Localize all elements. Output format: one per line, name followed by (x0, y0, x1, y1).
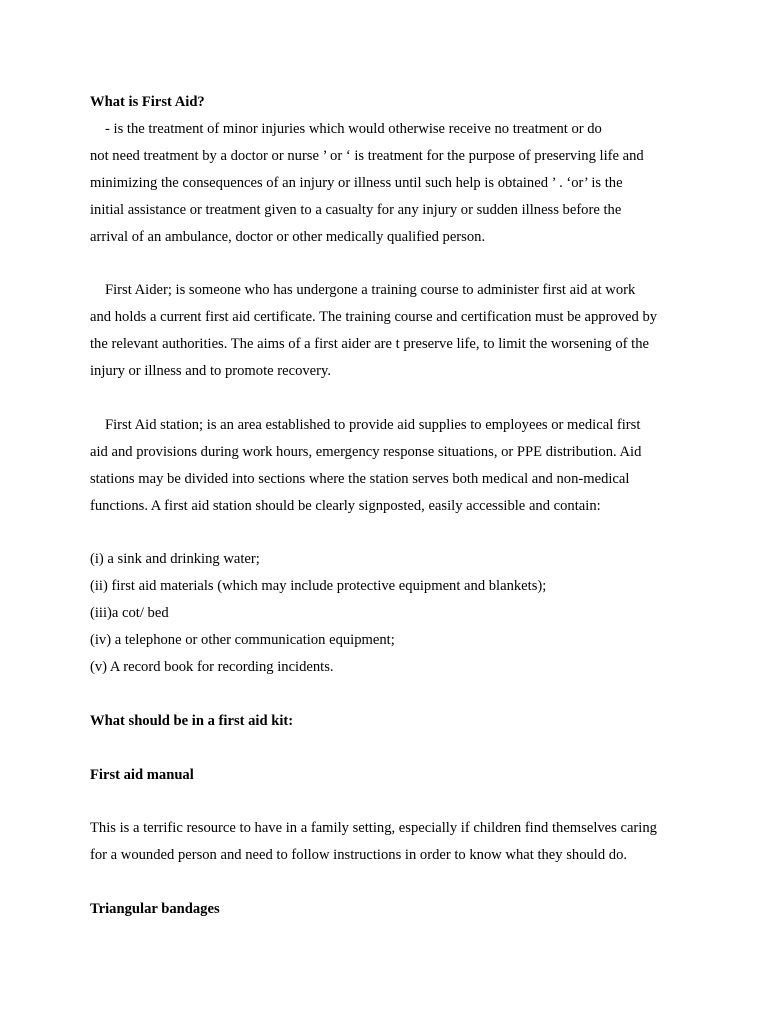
paragraph-line: - is the treatment of minor injuries which would otherwise receive no treatment or do (105, 120, 602, 137)
spacer (90, 519, 690, 546)
paragraph-line: This is a terrific resource to have in a family setting, especially if children find themselves caring (90, 820, 657, 837)
paragraph-line: initial assistance or treatment given to a casualty for any injury or sudden illness before the (90, 201, 622, 218)
heading-first-aid-kit: What should be in a first aid kit: (90, 712, 294, 729)
spacer (90, 385, 690, 412)
paragraph-line: arrival of an ambulance, doctor or other medically qualified person. (90, 228, 486, 245)
heading-first-aid-manual: First aid manual (90, 766, 194, 783)
list-item: (iii)a cot/ bed (90, 605, 169, 622)
heading-what-is-first-aid: What is First Aid? (90, 94, 205, 110)
paragraph-line: stations may be divided into sections where the station serves both medical and non-medical (90, 470, 630, 487)
paragraph-line: and holds a current first aid certificate. The training course and certification must be approved by (90, 309, 658, 326)
spacer (90, 869, 690, 896)
spacer (90, 788, 690, 815)
paragraph-line: First Aid station; is an area established to provide aid supplies to employees or medical first (105, 416, 641, 433)
paragraph-line: injury or illness and to promote recovery. (90, 363, 332, 380)
document-body (90, 89, 690, 923)
paragraph-line: functions. A first aid station should be clearly signposted, easily accessible and contain: (90, 497, 601, 514)
list-item: (v) A record book for recording incidents. (90, 658, 334, 675)
paragraph-line: the relevant authorities. The aims of a first aider are t preserve life, to limit the worsening of the (90, 336, 649, 353)
spacer (90, 250, 690, 277)
paragraph-line: minimizing the consequences of an injury or illness until such help is obtained ’ . ‘or’ is the (90, 174, 623, 191)
list-item: (ii) first aid materials (which may include protective equipment and blankets); (90, 578, 547, 595)
paragraph-line: for a wounded person and need to follow instructions in order to know what they should do. (90, 847, 628, 864)
paragraph-line: not need treatment by a doctor or nurse ’ or ‘ is treatment for the purpose of preserving life and (90, 147, 644, 164)
heading-triangular-bandages: Triangular bandages (90, 901, 220, 918)
list-item: (iv) a telephone or other communication equipment; (90, 632, 395, 649)
paragraph-line: aid and provisions during work hours, emergency response situations, or PPE distribution. Aid (90, 443, 642, 460)
spacer (90, 681, 690, 708)
list-item: (i) a sink and drinking water; (90, 551, 260, 568)
paragraph-line: First Aider; is someone who has undergone a training course to administer first aid at work (105, 282, 636, 299)
spacer (90, 735, 690, 762)
